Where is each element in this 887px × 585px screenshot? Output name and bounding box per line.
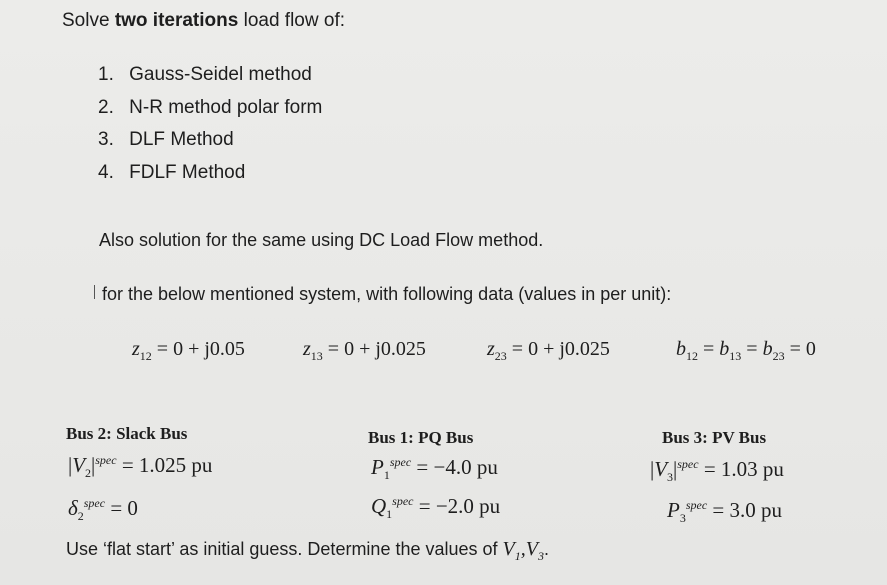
bus1-p-value: = −4.0 pu [416,455,498,479]
unknown-variables: $V_1,V_3$ [502,538,544,563]
method-number: 3. [98,129,114,150]
system-description-text: for the below mentioned system, with following data (values in per unit): [102,284,672,304]
bus2-angle: $\delta_2^{spec} = 0$ [68,496,138,524]
flat-start-text: Use ‘flat start’ as initial guess. Determine the values of [66,539,503,559]
z12-value: = 0 + j0.05 [156,338,245,360]
method-number: 1. [98,64,114,85]
method-label: N-R method polar form [129,97,323,118]
bus1-real-power: $P_1^{spec} = -4.0$ pu [371,455,498,483]
bus1-reactive-power: $Q_1^{spec} = -2.0$ pu [371,494,501,522]
text-cursor [94,285,95,299]
method-item-4 [98,162,245,184]
method-item-1 [98,64,312,86]
bus3-title: Bus 3: PV Bus [662,428,767,447]
method-number: 4. [98,162,114,183]
flat-start-instruction: Use ‘flat start’ as initial guess. Determine the values of $V_1,V_3$. [66,538,549,563]
z23-value: = 0 + j0.025 [511,338,610,360]
susceptance-values: $b_{12} = b_{13} = b_{23} = 0$ [676,338,816,363]
bus2-voltage-value: = 1.025 pu [121,453,213,477]
dc-load-flow-text: Also solution for the same using DC Load Flow method. [99,230,544,250]
method-label: FDLF Method [129,162,246,183]
bus3-p-value: = 3.0 pu [712,498,782,522]
bus2-angle-value: = 0 [110,496,138,520]
bus3-voltage-value: = 1.03 pu [703,457,784,481]
z13-value: = 0 + j0.025 [327,338,426,360]
impedance-z13: $z_{13} = 0 + j0.025$ [303,338,426,363]
bus1-q-value: = −2.0 pu [418,494,501,518]
b-value: = 0 [789,338,816,360]
method-label: DLF Method [129,129,234,150]
impedance-z23: $z_{23} = 0 + j0.025$ [487,338,610,363]
bus2-voltage: $|V_2|^{spec} = 1.025$ pu [68,453,213,481]
method-label: Gauss-Seidel method [129,64,312,85]
problem-heading [62,10,345,32]
heading-suffix: load flow of: [238,10,345,31]
bus3-real-power: $P_3^{spec} = 3.0$ pu [667,498,782,526]
method-item-3 [98,129,234,151]
method-number: 2. [98,97,114,118]
heading-bold: two iterations [114,10,239,31]
bus1-title: Bus 1: PQ Bus [368,428,474,447]
bus2-title: Bus 2: Slack Bus [66,424,188,443]
method-item-2 [98,97,322,119]
heading-prefix: Solve [62,10,115,31]
bus3-voltage: $|V_3|^{spec} = 1.03$ pu [650,457,784,485]
impedance-z12: $z_{12} = 0 + j0.05$ [132,338,245,363]
